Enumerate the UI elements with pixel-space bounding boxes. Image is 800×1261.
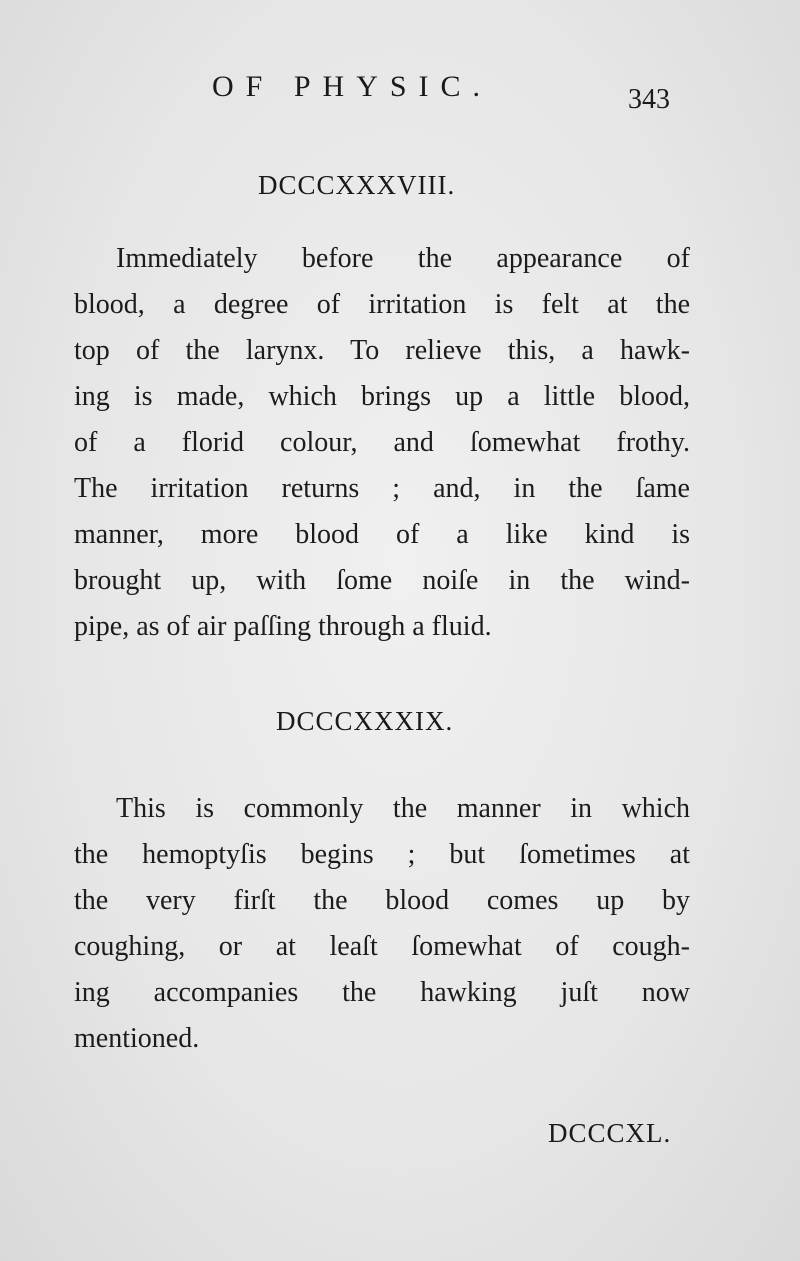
text-line: coughing, or at leaſt ſomewhat of cough- <box>74 931 690 962</box>
paragraph <box>74 786 690 1062</box>
text-line: brought up, with ſome noiſe in the wind- <box>74 565 690 596</box>
text-line: The irritation returns ; and, in the ſame <box>74 473 690 504</box>
running-head: OF PHYSIC. <box>212 70 493 103</box>
section-heading: DCCCXXXIX. <box>276 706 454 736</box>
text-line: ing is made, which brings up a little blood, <box>74 381 690 412</box>
text-line: top of the larynx. To relieve this, a hawk- <box>74 335 690 366</box>
page-number: 343 <box>628 84 670 115</box>
text-line: manner, more blood of a like kind is <box>74 519 690 550</box>
text-line: pipe, as of air paſſing through a fluid. <box>74 611 492 642</box>
text-line: the very firſt the blood comes up by <box>74 885 690 916</box>
text-line: of a florid colour, and ſomewhat frothy. <box>74 427 690 458</box>
catchword: DCCCXL. <box>548 1118 672 1148</box>
paragraph <box>74 236 690 650</box>
section-heading: DCCCXXXVIII. <box>258 170 456 200</box>
text-line: This is commonly the manner in which <box>116 793 690 824</box>
text-line: mentioned. <box>74 1023 200 1054</box>
text-line: ing accompanies the hawking juſt now <box>74 977 690 1008</box>
text-line: blood, a degree of irritation is felt at the <box>74 289 690 320</box>
text-line: the hemoptyſis begins ; but ſometimes at <box>74 839 690 870</box>
text-line: Immediately before the appearance of <box>116 243 690 274</box>
